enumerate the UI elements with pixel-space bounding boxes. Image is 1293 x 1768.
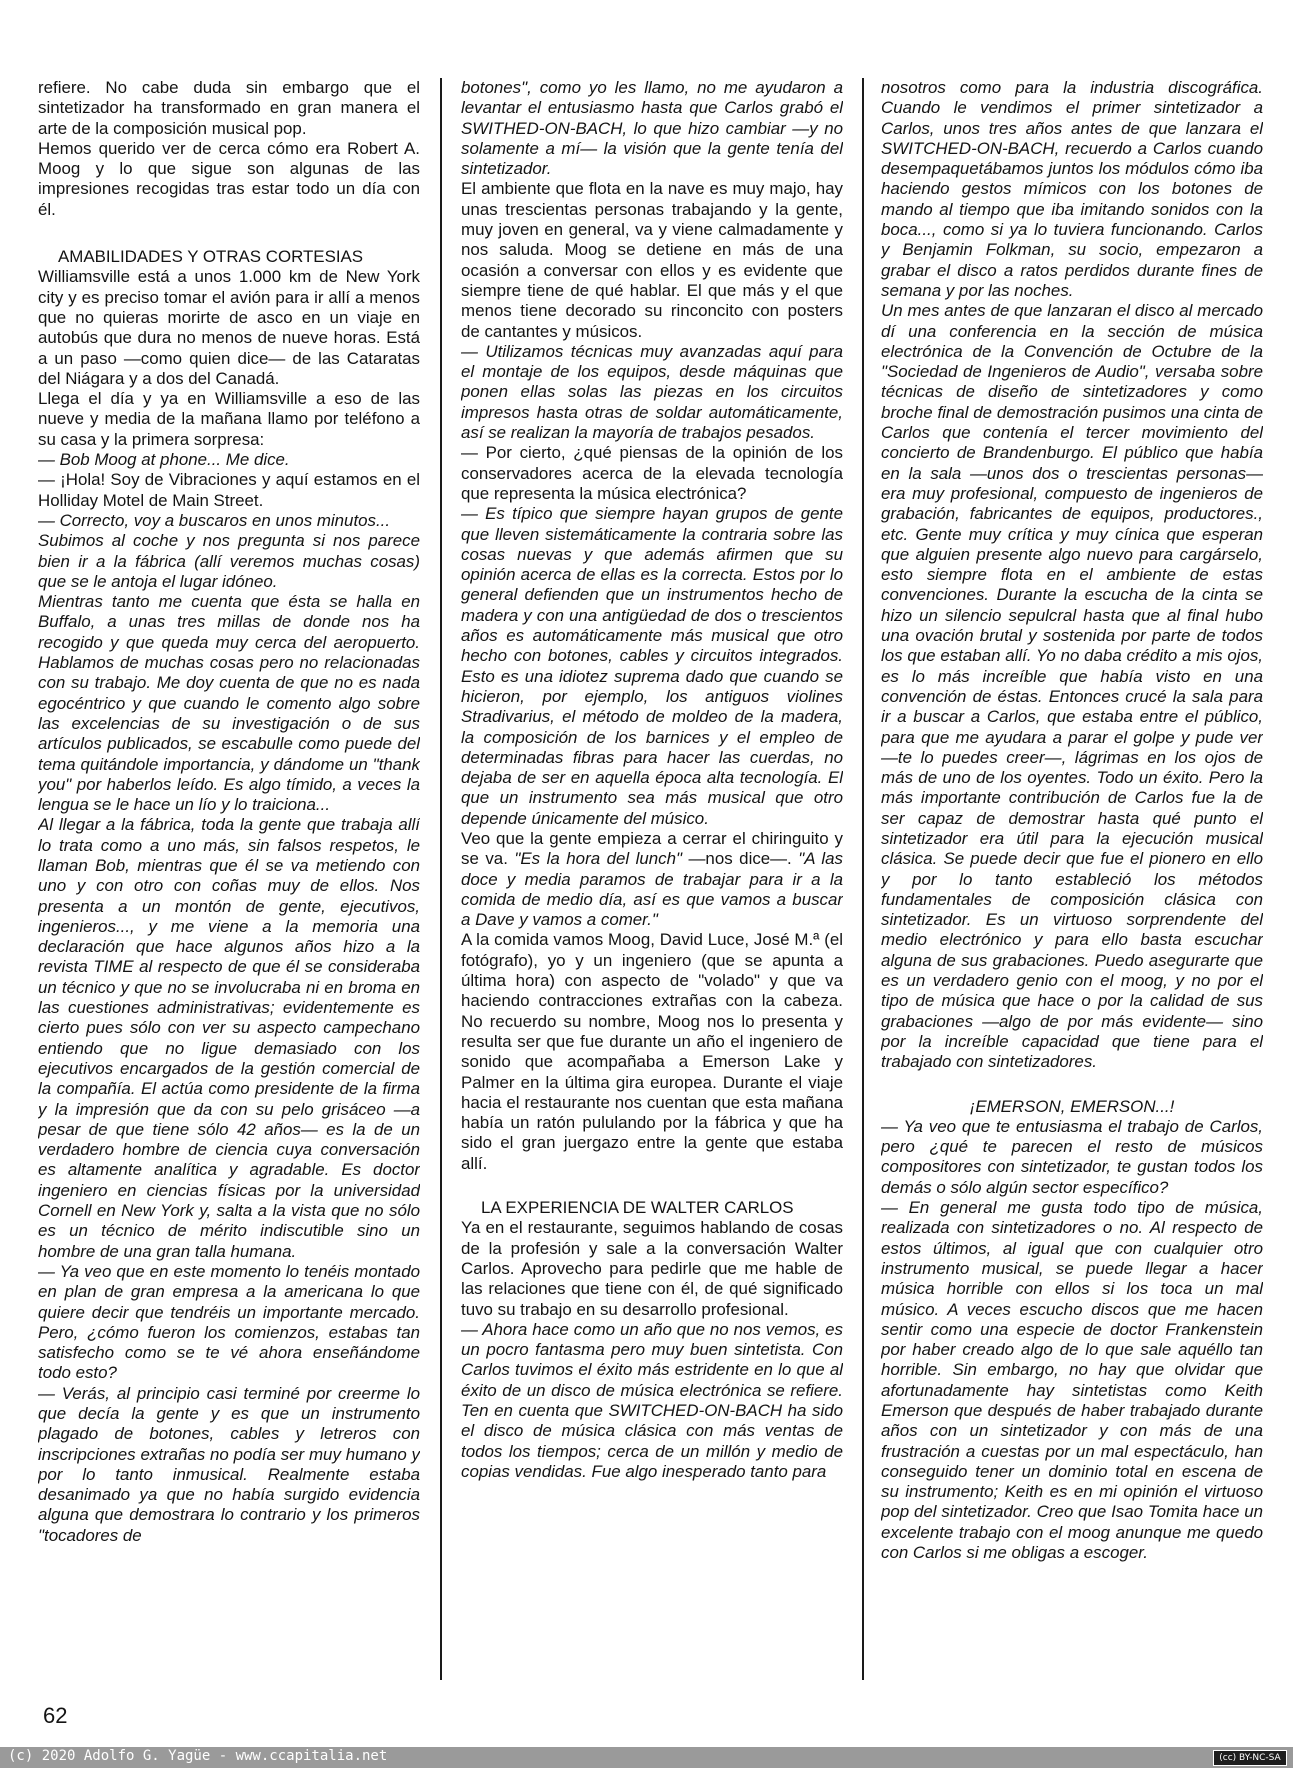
quote: "Es la hora del lunch" [514,849,683,869]
page-number: 62 [43,1703,68,1728]
paragraph: Llega el día y ya en Williamsville a eso de las nueve y media de la mañana llamo por teléfono a su casa y la primera sorpresa: [38,389,420,449]
paragraph: Mientras tanto me cuenta que ésta se halla en Buffalo, a unas tres millas de donde nos ha recogido y que queda muy cerca del aeropuerto. Hablamos de muchas cosas pero no relacionadas con su trabajo. Me doy cuenta de que no es nada egocéntrico y que cuando le comento algo sobre las excelencias de su investigación o de sus artículos publicados, se escabulle como puede del tema quitándole importancia, y dándome un "thank you" por haberlos leído. Es algo tímido, a veces la lengua se le hace un lío y lo traiciona... [38,592,420,815]
interview-answer: — Verás, al principio casi terminé por creerme lo que decía la gente y es que un instrumento plagado de botones, cables y letreros con inscripciones extrañas no podía ser muy humano y por lo tanto inmusical. Realmente estaba desanimado ya que no había surgido evidencia alguna que demostrara lo contrario y los primeros "tocadores de [38,1383,420,1545]
dialogue-line: — ¡Hola! Soy de Vibraciones y aquí estamos en el Holliday Motel de Main Street. [38,470,420,510]
interview-answer: — Ahora hace como un año que no nos vemos, es un pocro fantasma pero muy buen sintetista. Con Carlos tuvimos el éxito más estridente en lo que al éxito de un disco de música electrónica se refiere. Ten en cuenta que SWITCHED-ON-BACH ha sido el disco de música clásica con más ventas de todos los tiempos; cerca de un millón y medio de copias vendidas. Fue algo inesperado tanto para [461,1319,843,1481]
interview-answer: botones", como yo les llamo, no me ayudaron a levantar el entusiasmo hasta que Carlos grabó el SWITHED-ON-BACH, lo que hizo cambiar —y no solamente a mí— la visión que la gente tenía del sintetizador. [461,78,843,179]
text-run: Veo que la gente empieza a cerrar el chiringuito y se va. [461,828,843,869]
paragraph: Hemos querido ver de cerca cómo era Robert A. Moog y lo que sigue son algunas de las impresiones recogidas tras estar todo un día con él. [38,138,420,219]
paragraph: Al llegar a la fábrica, toda la gente que trabaja allí lo trata como a uno más, sin falsos respetos, le llaman Bob, mientras que él se va metiendo con uno y con otro con coñas muy de ellos. Nos presenta a un montón de gente, ejecutivos, ingenieros..., y me viene a la memoria una declaración que hace algunos años hizo a la revista TIME al respecto de que él se consideraba un técnico y que no se involucraba ni en broma en las cuestiones administrativas; evidentemente es cierto pues sólo con ver su aspecto campechano entiendo que no ligue demasiado con los ejecutivos encargados de la gestión comercial de la compañía. El actúa como presidente de la firma y la impresión que da con su pelo grisáceo —a pesar de que tiene sólo 42 años— es la de un verdadero hombre de ciencia cuya conversación es altamente analítica y agradable. Es doctor ingeniero en ciencias físicas por la universidad Cornell en New York y, salta a la vista que no sólo es un técnico de mérito indiscutible sino un hombre de una gran talla humana. [38,815,420,1261]
section-heading: AMABILIDADES Y OTRAS CORTESIAS [58,247,364,267]
copyright-credit: (c) 2020 Adolfo G. Yagüe - www.ccapitalia.net [8,1748,388,1764]
text-run: —nos dice—. [682,849,799,869]
section-heading: LA EXPERIENCIA DE WALTER CARLOS [481,1198,794,1218]
paragraph: Ya en el restaurante, seguimos hablando de cosas de la profesión y sale a la conversación Walter Carlos. Aprovecho para pedirle que me hable de las relaciones que tiene con él, de qué significado tuvo su trabajo en su desarrollo profesional. [461,1218,843,1319]
paragraph: El ambiente que flota en la nave es muy majo, hay unas trescientas personas trabajando y la gente, muy joven en general, va y viene calmadamente y nos saluda. Moog se detiene en más de una ocasión a conversar con ellos y es evidente que siempre tiene de qué hablar. El que más y el que menos tiene decorado su rinconcito con posters de cantantes y músicos. [461,179,843,341]
interview-answer: — En general me gusta todo tipo de música, realizada con sintetizadores o no. Al respecto de estos últimos, al igual que con cualquier otro instrumento musical, se puede llegar a hacer música horrible con ellos si los toca un mal músico. A veces escucho discos que me hacen sentir como una especie de doctor Frankenstein por haber creado algo de lo que sale aquéllo tan horrible. Sin embargo, no hay que olvidar que afortunadamente hay sintetistas como Keith Emerson que después de haber trabajado durante años con un sintetizador y con más de una frustración a cuestas por un mal espectáculo, han conseguido tener un dominio total en escena de su instrumento; Keith es en mi opinión el virtuoso pop del sintetizador. Creo que Isao Tomita hace un excelente trabajo con el moog anunque me quedo con Carlos si me obligas a escoger. [881,1198,1263,1563]
section-heading: ¡EMERSON, EMERSON...! [969,1096,1175,1116]
dialogue-line: — Correcto, voy a buscaros en unos minutos... [38,510,391,530]
interview-answer: Un mes antes de que lanzaran el disco al mercado dí una conferencia en la sección de música electrónica de la Convención de Octubre de la "Sociedad de Ingenieros de Audio", versaba sobre técnicas de diseño de sintetizadores y como broche final de demostración pusimos una cinta de Carlos que contenía el tercer movimiento del concierto de Brandenburgo. El público que había en la sala —unos dos o trescientas personas— era muy profesional, compuesto de ingenieros de grabación, fabricantes de equipos, productores., etc. Gente muy crítica y muy cínica que esperan que alguien presente algo nuevo para cargárselo, esto siempre flota en el ambiente de estas convenciones. Durante la escucha de la cinta se hizo un silencio sepulcral hasta que al final hubo una ovación brutal y sostenida por parte de todos los que estaban allí. Yo no daba crédito a mis ojos, es lo más increíble que había visto en una convención de éstas. Entonces crucé la sala para ir a buscar a Carlos, que estaba entre el público, para que me ayudara a parar el golpe y pude ver —te lo puedes creer—, lágrimas en los ojos de más de uno de los oyentes. Todo un éxito. Pero la más importante contribución de Carlos fue la de ser capaz de demostrar hasta qué punto el sintetizador era útil para la ejecución musical clásica. Se puede decir que fue el pionero en ello y por lo tanto estableció los métodos fundamentales de composición clásica con sintetizador. Es un virtuoso sorprendente del medio electrónico y para ello basta escuchar alguna de sus grabaciones. Puedo asegurarte que es un verdadero genio con el moog, y no por el tipo de música que hace o por la calidad de sus grabaciones —algo de por más evidente— sino por la increíble capacidad que tiene para el trabajado con sintetizadores. [881,301,1263,1072]
interview-question: — Ya veo que te entusiasma el trabajo de Carlos, pero ¿qué te parecen el resto de músicos compositores con sintetizador, te gustan todos los demás o sólo algún sector específico? [881,1116,1263,1197]
column-3 [881,78,1263,1678]
dialogue-line: — Bob Moog at phone... Me dice. [38,450,290,470]
quote: "A las doce y media paramos de trabajar para ir a la comida de medio día, así es que vamos a buscar a Dave y vamos a comer." [461,849,843,930]
footer-bar [0,1747,1293,1768]
license-badge: (cc) BY-NC-SA [1213,1750,1287,1766]
interview-answer: — Utilizamos técnicas muy avanzadas aquí para el montaje de los equipos, desde máquinas que ponen ellas solas las piezas en los circuitos impresos hasta otras de soldar automáticamente, así se realizan la mayoría de trabajos pesados. [461,341,843,443]
paragraph: A la comida vamos Moog, David Luce, José M.ª (el fotógrafo), yo y un ingeniero (que se apunta a última hora) con aspecto de "volado" y que va haciendo contracciones extrañas con la cabeza. No recuerdo su nombre, Moog nos lo presenta y resulta ser que fue durante un año el ingeniero de sonido que acompañaba a Emerson Lake y Palmer en la última gira europea. Durante el viaje hacia el restaurante nos cuentan que esta mañana había un ratón pululando por la fábrica y que ha sido el gran juergazo entre la gente que estaba allí. [461,930,843,1173]
column-divider [862,78,864,1680]
interview-question: — Por cierto, ¿qué piensas de la opinión de los conservadores acerca de la elevada tecnología que representa la música electrónica? [461,443,843,503]
paragraph: Williamsville está a unos 1.000 km de New York city y es preciso tomar el avión para ir allí a menos que no quieras morirte de asco en un viaje en autobús que dura no menos de nueve horas. Está a un paso —como quien dice— de las Cataratas del Niágara y a dos del Canadá. [38,267,420,388]
column-2 [461,78,843,1678]
interview-answer: — Es típico que siempre hayan grupos de gente que lleven sistemáticamente la contraria sobre las cosas nuevas y que además afirmen que su opinión acerca de ellas es la correcta. Estos por lo general defienden que un instrumentos hecho de madera y con una antigüedad de dos o trescientos años es automáticamente más musical que otro hecho con botones, cables y circuitos integrados. Esto es una idiotez suprema dado que cuando se hicieron, por ejemplo, los antiguos violines Stradivarius, el método de moldeo de la madera, la composición de los barnices y el empleo de determinadas fibras para hacer las cuerdas, no dejaba de ser en aquella época alta tecnología. El que un instrumento sea más musical que otro depende únicamente del músico. [461,504,843,828]
paragraph [461,829,843,930]
paragraph: Subimos al coche y nos pregunta si nos parece bien ir a la fábrica (allí veremos muchas cosas) que se le antoja el lugar idóneo. [38,531,420,591]
paragraph: refiere. No cabe duda sin embargo que el sintetizador ha transformado en gran manera el arte de la composición musical pop. [38,78,420,138]
interview-answer: nosotros como para la industria discográfica. Cuando le vendimos el primer sintetizador a Carlos, unos tres años antes de que lanzara el SWITCHED-ON-BACH, recuerdo a Carlos cuando desempaquetábamos juntos los módulos cómo iba haciendo gestos mímicos con los botones de mando al tiempo que iba imitando sonidos con la boca..., como si ya lo tuviera funcionando. Carlos y Benjamin Folkman, su socio, empezaron a grabar el disco a ratos perdidos durante fines de semana y por las noches. [881,78,1263,300]
column-1 [38,78,420,1678]
column-divider [440,78,442,1680]
interview-question: — Ya veo que en este momento lo tenéis montado en plan de gran empresa a la americana lo que quiere decir que tendréis un importante mercado. Pero, ¿cómo fueron los comienzos, estabas tan satisfecho como se te vé ahora enseñándome todo esto? [38,1261,420,1383]
